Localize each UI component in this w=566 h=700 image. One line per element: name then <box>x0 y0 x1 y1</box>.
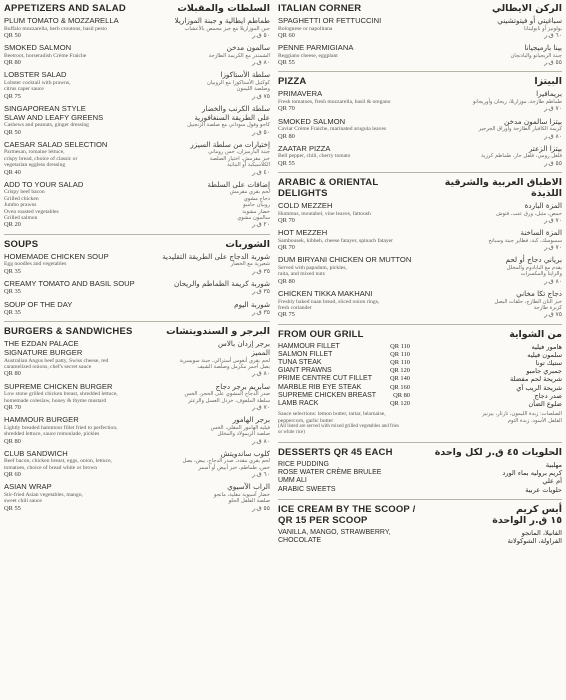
grill-list <box>278 343 562 409</box>
item-name: SOUP OF THE DAY <box>4 299 73 309</box>
grill-table-ar <box>434 343 562 409</box>
item-name: CAESAR SALAD SELECTION <box>4 139 108 149</box>
item-name: CHICKEN TIKKA MAKHANI <box>278 289 373 299</box>
item-name-ar: شوربة اليوم <box>234 299 270 309</box>
section-title-ar: الحلويات ٤٥ ق.ر لكل واحدة <box>434 446 562 458</box>
item-price-ar: ٨٠ ق.ر <box>252 437 270 445</box>
item-name-ar: شوربة الدجاج على الطريقة التقليدية <box>162 251 270 261</box>
section-title-en: ITALIAN CORNER <box>278 3 362 14</box>
item-name: PENNE PARMIGIANA <box>278 43 354 53</box>
section-title-en: BURGERS & SANDWICHES <box>4 326 133 338</box>
grill-table-en <box>278 343 410 409</box>
menu-item-tikka-makhani <box>278 290 562 319</box>
item-name: SMOKED SALMON <box>278 116 346 126</box>
section-title-en: FROM OUR GRILL <box>278 328 364 340</box>
item-name-ar: بيتزا الزعتر <box>528 143 562 153</box>
icecream-line-ar: الفانيلا، المانجو الفراولة، الشوكولاتة <box>507 528 562 545</box>
item-name-ar: برياني دجاج أو لحم <box>505 255 562 265</box>
item-desc-ar: خبز النان الطازج، حلقات البصل كزبرة طازجة <box>494 298 562 312</box>
grill-price: QR 120 <box>389 367 410 375</box>
item-desc: Low stone grilled chicken breast, shredded lettuce, homemade coleslaw, honey & thyme mustard <box>4 391 118 404</box>
menu-item-salmon-pizza <box>278 118 562 140</box>
dessert-item: UMM ALI <box>278 477 307 485</box>
item-price: QR 35 <box>4 267 21 275</box>
item-name-ar: إختيارات من سلطة السيزر <box>190 139 270 149</box>
section-header-burgers <box>4 321 270 337</box>
item-desc: Served with papadum, pickles, raita, and mixed nuts <box>278 265 347 278</box>
item-desc-ar: لحم بقري أنغوس أسترالي، جبنة سويسرية بصل أحمر مكرمل وصلصة الشيف <box>179 357 270 371</box>
item-desc-ar: لحم بقري مقدد، صدر الدجاج، بيض، بصل خس، طماطم، خبز أبيض أو أسمر <box>182 458 270 471</box>
item-desc: Australian Angus beef patty, Swiss cheese, red caramelized onions, chef's secret sauce <box>4 357 109 371</box>
grill-name-ar: شريحة لحم مفضلة <box>510 375 562 384</box>
section-title-en: PIZZA <box>278 76 307 88</box>
item-desc-ar: جبنة الريجيانو والباذنجان <box>510 52 562 59</box>
item-desc: Egg noodles and vegetables <box>4 261 67 268</box>
item-price-ar: ٨٠ ق.ر <box>544 277 562 285</box>
item-desc: Buffalo mozzarella, herb croutons, basil pesto <box>4 25 107 32</box>
item-desc: Freshly baked naan bread, sliced onion rings, fresh coriander <box>278 298 380 312</box>
item-name-ar: طماطم ايطالية و جبنة الموزاريلا <box>174 16 270 25</box>
item-price: QR 50 <box>4 32 21 39</box>
section-title-ar: الاطباق العربية والشرقية اللذيذة <box>444 177 562 200</box>
item-price: QR 55 <box>278 59 295 67</box>
section-title-en: ARABIC & ORIENTAL DELIGHTS <box>278 177 379 200</box>
item-name-ar: الراب الآسيوي <box>227 482 270 492</box>
item-desc-ar: الشمندر مع الكريمة الطازجة <box>208 52 270 59</box>
item-name: DUM BIRYANI CHICKEN OR MUTTON <box>278 255 412 265</box>
menu-item-add-to-salad <box>4 181 270 229</box>
item-desc: Lightly breaded hammour fillet fried to perfection, shredded lettuce, sauce remoulade, pickles <box>4 424 118 438</box>
item-name-ar: شوربة كريمة الطماطم والريحان <box>174 278 270 288</box>
item-price-ar: ٨٠ ق.ر <box>252 370 270 378</box>
item-price: QR 80 <box>278 277 295 285</box>
item-price: QR 80 <box>278 132 295 140</box>
item-price: QR 70 <box>278 244 295 252</box>
item-price: QR 70 <box>4 404 21 412</box>
icecream-flavors <box>278 529 562 545</box>
menu-item-chicken-soup <box>4 253 270 275</box>
menu-item-biryani <box>278 256 562 285</box>
menu-item-hammour-burger <box>4 416 270 445</box>
item-name-ar: برجر الهامور <box>232 415 270 425</box>
item-desc: Sambousek, kibbeh, cheese fatayer, spinach fatayer <box>278 237 394 244</box>
grill-name: GIANT PRAWNS <box>278 367 332 375</box>
item-name-ar: دجاج تكا مخاني <box>516 289 562 299</box>
menu-item-lobster-salad <box>4 71 270 100</box>
item-price: QR 70 <box>278 217 295 225</box>
menu-item-soup-of-day <box>4 301 270 317</box>
item-price: QR 20 <box>4 221 21 229</box>
grill-row <box>278 384 410 392</box>
item-price: QR 40 <box>4 168 21 176</box>
item-desc-ar: كريمة الكافيار الطازجة وأوراق الجرجير <box>478 126 562 133</box>
item-name: THE EZDAN PALACE SIGNATURE BURGER <box>4 339 83 358</box>
section-header-grill <box>278 324 562 340</box>
item-desc-ar: كوكتيل الأستاكوزا مع الروبيان وصلصة الليمون <box>207 80 270 93</box>
grill-row <box>278 343 410 351</box>
menu-item-hot-mezzeh <box>278 229 562 251</box>
item-price-ar: ٨٠ ق.ر <box>252 59 270 67</box>
item-name: COLD MEZZEH <box>278 201 333 211</box>
menu-item-smoked-salmon <box>4 44 270 66</box>
item-name-ar: بينا بارميجيانا <box>524 43 562 53</box>
item-desc-ar: صدر الدجاج المشوي على الحجر، الخس سلطة الملفوف، خردل العسل والزعتر <box>184 391 270 404</box>
item-price: QR 55 <box>278 159 295 167</box>
item-name: HAMMOUR BURGER <box>4 415 79 425</box>
menu-item-penne <box>278 44 562 66</box>
grill-sauces <box>278 411 562 437</box>
item-price-ar: ٥٥ ق.ر <box>544 159 562 167</box>
item-desc-ar: شعيرية مع الخضار <box>230 261 270 268</box>
grill-name: PRIME CENTRE CUT FILLET <box>278 375 372 383</box>
section-header-icecream <box>278 499 562 526</box>
grill-price: QR 120 <box>389 400 410 408</box>
grill-row <box>278 392 410 400</box>
item-desc-ar: سمبوسك، كبة، فطاير جبنة وسبانخ <box>488 237 562 244</box>
grill-name: TUNA STEAK <box>278 359 322 367</box>
grill-row <box>278 375 410 383</box>
grill-row <box>278 367 410 375</box>
menu-item-chicken-burger <box>4 383 270 412</box>
item-desc: Beef bacon, chicken breast, eggs, onion, lettuce, tomatoes, choice of bread white or brown <box>4 458 112 471</box>
menu-item-plum-tomato <box>4 17 270 39</box>
grill-name-ar: هامور فيليه <box>531 342 562 351</box>
grill-sauces-ar: الصلصات: زبدة الليمون، تارتار، بيرنيز الفلفل الأسود، زبدة الثوم <box>482 411 562 424</box>
section-header-pizza <box>278 71 562 87</box>
item-price-ar: ٧٥ ق.ر <box>544 311 562 319</box>
grill-name-ar: ضلوع الضأن <box>528 400 562 409</box>
section-title-ar: الركن الايطالي <box>491 3 562 14</box>
item-desc: Caviar Crème Fraiche, marinated arugula leaves <box>278 126 387 133</box>
section-title-ar: أيس كريم ١٥ ق.ر الواحدة <box>492 503 562 526</box>
menu-item-zaatar-pizza <box>278 145 562 167</box>
grill-name-ar: شريحة الريب آي <box>516 383 562 392</box>
menu-item-club-sandwich <box>4 450 270 479</box>
section-title-ar: البرجر و السندويتشات <box>166 326 270 338</box>
item-name: CLUB SANDWICH <box>4 448 68 458</box>
item-price-ar: ٤٠ ق.ر <box>252 168 270 176</box>
grill-name: SUPREME CHICKEN BREAST <box>278 391 377 399</box>
dessert-item-ar: حلويات عربية <box>525 485 562 494</box>
dessert-list <box>278 461 562 494</box>
item-price-ar: ٦٠ ق.ر <box>252 471 270 479</box>
item-price: QR 35 <box>4 288 21 296</box>
item-name: ADD TO YOUR SALAD <box>4 179 84 189</box>
item-desc-ar: فلفل رومي، فلفل حار، طماطم كرزية <box>481 153 562 160</box>
item-name-ar: سالمون مدخن <box>226 43 270 53</box>
section-header-desserts <box>278 442 562 458</box>
item-price-ar: ٦٠ ق.ر <box>544 32 562 39</box>
item-price-ar: ٧٠ ق.ر <box>544 244 562 252</box>
item-desc: Reggiano cheese, eggplant <box>278 52 338 59</box>
grill-row <box>278 359 410 367</box>
item-price: QR 55 <box>4 504 21 512</box>
menu-item-signature-burger <box>4 340 270 377</box>
item-name: HOT MEZZEH <box>278 228 328 238</box>
grill-sauces-text: Sauce selections: lemon butter, tartar, béarnaise, peppercorn, garlic butter <box>278 411 386 424</box>
dessert-item-ar: كريم بروليه بماء الورد <box>502 469 562 478</box>
item-price-ar: ٧٥ ق.ر <box>252 92 270 100</box>
item-price: QR 35 <box>4 309 21 317</box>
item-price-ar: ٧٠ ق.ر <box>252 404 270 412</box>
item-price-ar: ٥٥ ق.ر <box>252 504 270 512</box>
section-title-en: SOUPS <box>4 238 39 250</box>
item-desc-ar: خضار آسيوية مقلية، مانجو صلصة الفلفل الحلو <box>214 492 270 505</box>
dessert-item: RICE PUDDING <box>278 460 329 468</box>
dessert-item: ROSE WATER CRÈME BRULEE <box>278 469 382 477</box>
item-price-ar: ٨٠ ق.ر <box>544 132 562 140</box>
item-desc-ar: لحم بقري مقرمش دجاج مشوي روبيان جامبو خضار مشوية سالمون مشوي <box>229 189 270 222</box>
item-desc: Stir-fried Asian vegetables, mango, sweet chili sauce <box>4 492 83 505</box>
item-name: LOBSTER SALAD <box>4 70 67 80</box>
menu-item-tomato-soup <box>4 280 270 296</box>
item-price: QR 80 <box>4 370 21 378</box>
grill-row <box>278 400 410 408</box>
menu-item-spaghetti <box>278 17 562 39</box>
menu-item-singapore-slaw <box>4 105 270 136</box>
item-desc: Bell pepper, chili, cherry tomato <box>278 153 351 160</box>
item-price: QR 80 <box>4 59 21 67</box>
grill-name-ar: صدر دجاج <box>534 391 562 400</box>
item-desc: Bolognese or napolitana <box>278 25 333 32</box>
dessert-item: ARABIC SWEETS <box>278 485 336 493</box>
menu-item-cold-mezzeh <box>278 202 562 224</box>
item-name: SINGAPOREAN STYLE SLAW AND LEAFY GREENS <box>4 104 104 122</box>
item-name: ASIAN WRAP <box>4 482 52 492</box>
grill-name: LAMB RACK <box>278 400 319 408</box>
item-name-ar: بريمافيرا <box>536 89 562 99</box>
section-title-ar: من الشواية <box>509 328 562 340</box>
grill-name: HAMMOUR FILLET <box>278 342 340 350</box>
item-price-ar: ٧٠ ق.ر <box>544 105 562 113</box>
menu-item-primavera <box>278 90 562 112</box>
section-title-ar: الشوربات <box>225 238 270 250</box>
section-title-ar: السلطات والمقبلات <box>177 3 270 14</box>
icecream-line: VANILLA, MANGO, STRAWBERRY, CHOCOLATE <box>278 528 391 544</box>
grill-note: (All listed are served with mixed grilled vegetables and fries or white rice) <box>278 424 399 436</box>
item-price: QR 75 <box>278 311 295 319</box>
item-price: QR 50 <box>4 128 21 136</box>
item-name: ZAATAR PIZZA <box>278 143 331 153</box>
grill-price: QR 160 <box>389 383 410 391</box>
item-name: HOMEMADE CHICKEN SOUP <box>4 251 109 261</box>
item-desc-ar: جبن الموزاريلا مع خبز محمص بالأعشاب <box>184 25 270 32</box>
item-desc: Parmesan, romaine lettuce, crispy bread, choice of classic or vegetarian eggless dressing <box>4 149 78 169</box>
grill-price: QR 80 <box>393 391 410 399</box>
item-desc-ar: جبنة البارميزان، خس روماني خبز مقرمش، اختيار الصلصة الكلاسيكية أو النباتية <box>208 149 270 169</box>
item-price-ar: ٢٠ ق.ر <box>252 221 270 229</box>
item-name: SUPREME CHICKEN BURGER <box>4 381 113 391</box>
menu-right-column <box>278 0 562 700</box>
item-desc: Hummus, moutabel, vine leaves, fattoush <box>278 210 371 217</box>
item-name: SMOKED SALMON <box>4 43 72 53</box>
section-title-en: APPETIZERS AND SALAD <box>4 3 126 14</box>
item-desc-ar: كاجو وفول سوداني مع صلصة الزنجبيل <box>187 122 270 129</box>
grill-name-ar: ستيك تونا <box>535 359 562 368</box>
item-price: QR 80 <box>4 437 21 445</box>
item-name-ar: سباغيتي أو فيتوتشيني <box>497 16 562 25</box>
grill-price: QR 110 <box>390 342 410 350</box>
item-price: QR 60 <box>4 471 21 479</box>
item-price-ar: ٣٥ ق.ر <box>252 267 270 275</box>
grill-price: QR 110 <box>390 350 410 358</box>
menu-item-caesar-salad <box>4 141 270 176</box>
grill-price: QR 140 <box>389 375 410 383</box>
item-price-ar: ٥٠ ق.ر <box>252 128 270 136</box>
section-title-ar: البيتزا <box>534 76 562 88</box>
section-title-en: DESSERTS QR 45 EACH <box>278 446 393 458</box>
item-name-ar: كلوب ساندويتش <box>220 448 270 458</box>
item-desc-ar: طماطم طازجة، موزاريلا، ريحان وأوريجانو <box>472 99 562 105</box>
item-price: QR 60 <box>278 32 295 39</box>
grill-name-ar: سلمون فيليه <box>527 350 562 359</box>
section-header-appetizers <box>4 0 270 14</box>
section-header-soups <box>4 234 270 250</box>
grill-row <box>278 351 410 359</box>
item-desc: Fresh tomatoes, fresh mozzarella, basil & oregano <box>278 99 391 105</box>
item-price: QR 70 <box>278 105 295 113</box>
item-name: PLUM TOMATO & MOZZARELLA <box>4 16 119 25</box>
item-name-ar: برجر إزدان بالاس المميز <box>218 339 270 358</box>
item-price-ar: ٣٥ ق.ر <box>252 309 270 317</box>
item-price-ar: ٣٥ ق.ر <box>252 288 270 296</box>
item-name: SPAGHETTI OR FETTUCCINI <box>278 16 382 25</box>
item-desc-ar: يقدم مع البابادوم والمخلل والرايتا والمكسرات <box>506 265 562 278</box>
item-desc-ar: بولونيز أو نابوليتانا <box>524 25 562 32</box>
item-price-ar: ٥٥ ق.ر <box>544 59 562 67</box>
item-name-ar: المزة الساخنة <box>520 228 562 238</box>
item-desc: Beetroot, horseradish Crème Fraiche <box>4 52 87 59</box>
item-desc: Crispy beef bacon Grilled chicken Jumbo prawns Oven roasted vegetables Grilled salmon <box>4 189 59 222</box>
item-price-ar: ٥٠ ق.ر <box>252 32 270 39</box>
section-header-arabic <box>278 172 562 199</box>
item-desc-ar: حمص، متبل، ورق عنب، فتوش <box>496 210 562 217</box>
item-name-ar: سلطة الأستاكوزا <box>220 70 270 80</box>
grill-name: SALMON FILLET <box>278 350 333 358</box>
item-name-ar: سابريم برجر دجاج <box>215 381 270 391</box>
item-desc: Cashews and peanuts, ginger dressing <box>4 122 89 129</box>
item-price: QR 75 <box>4 92 21 100</box>
item-name-ar: سلطة الكرنب والخضار على الطريقة السنغافورية <box>194 104 270 122</box>
item-desc: Lobster cocktail with prawns, citrus caper sauce <box>4 80 71 93</box>
dessert-item-ar: أم علي <box>542 477 562 486</box>
menu-item-asian-wrap <box>4 483 270 512</box>
item-name-ar: المزة الباردة <box>524 201 562 211</box>
section-header-italian <box>278 0 562 14</box>
item-name-ar: إضافات على السلطة <box>207 179 270 189</box>
grill-name-ar: جمبري جامبو <box>526 367 562 376</box>
item-name: CREAMY TOMATO AND BASIL SOUP <box>4 278 135 288</box>
item-price-ar: ٧٠ ق.ر <box>544 217 562 225</box>
item-desc-ar: فيليه الهامور المقلي، الخس صلصة الريمولاد والمخلل <box>210 424 270 438</box>
section-title-en: ICE CREAM BY THE SCOOP / QR 15 PER SCOOP <box>278 503 416 526</box>
grill-name: MARBLE RIB EYE STEAK <box>278 383 362 391</box>
item-name: PRIMAVERA <box>278 89 323 99</box>
dessert-item-ar: مهلبية <box>545 460 562 469</box>
grill-price: QR 110 <box>390 359 410 367</box>
item-name-ar: بيتزا سالمون مدخن <box>504 116 562 126</box>
menu-left-column <box>4 0 270 700</box>
